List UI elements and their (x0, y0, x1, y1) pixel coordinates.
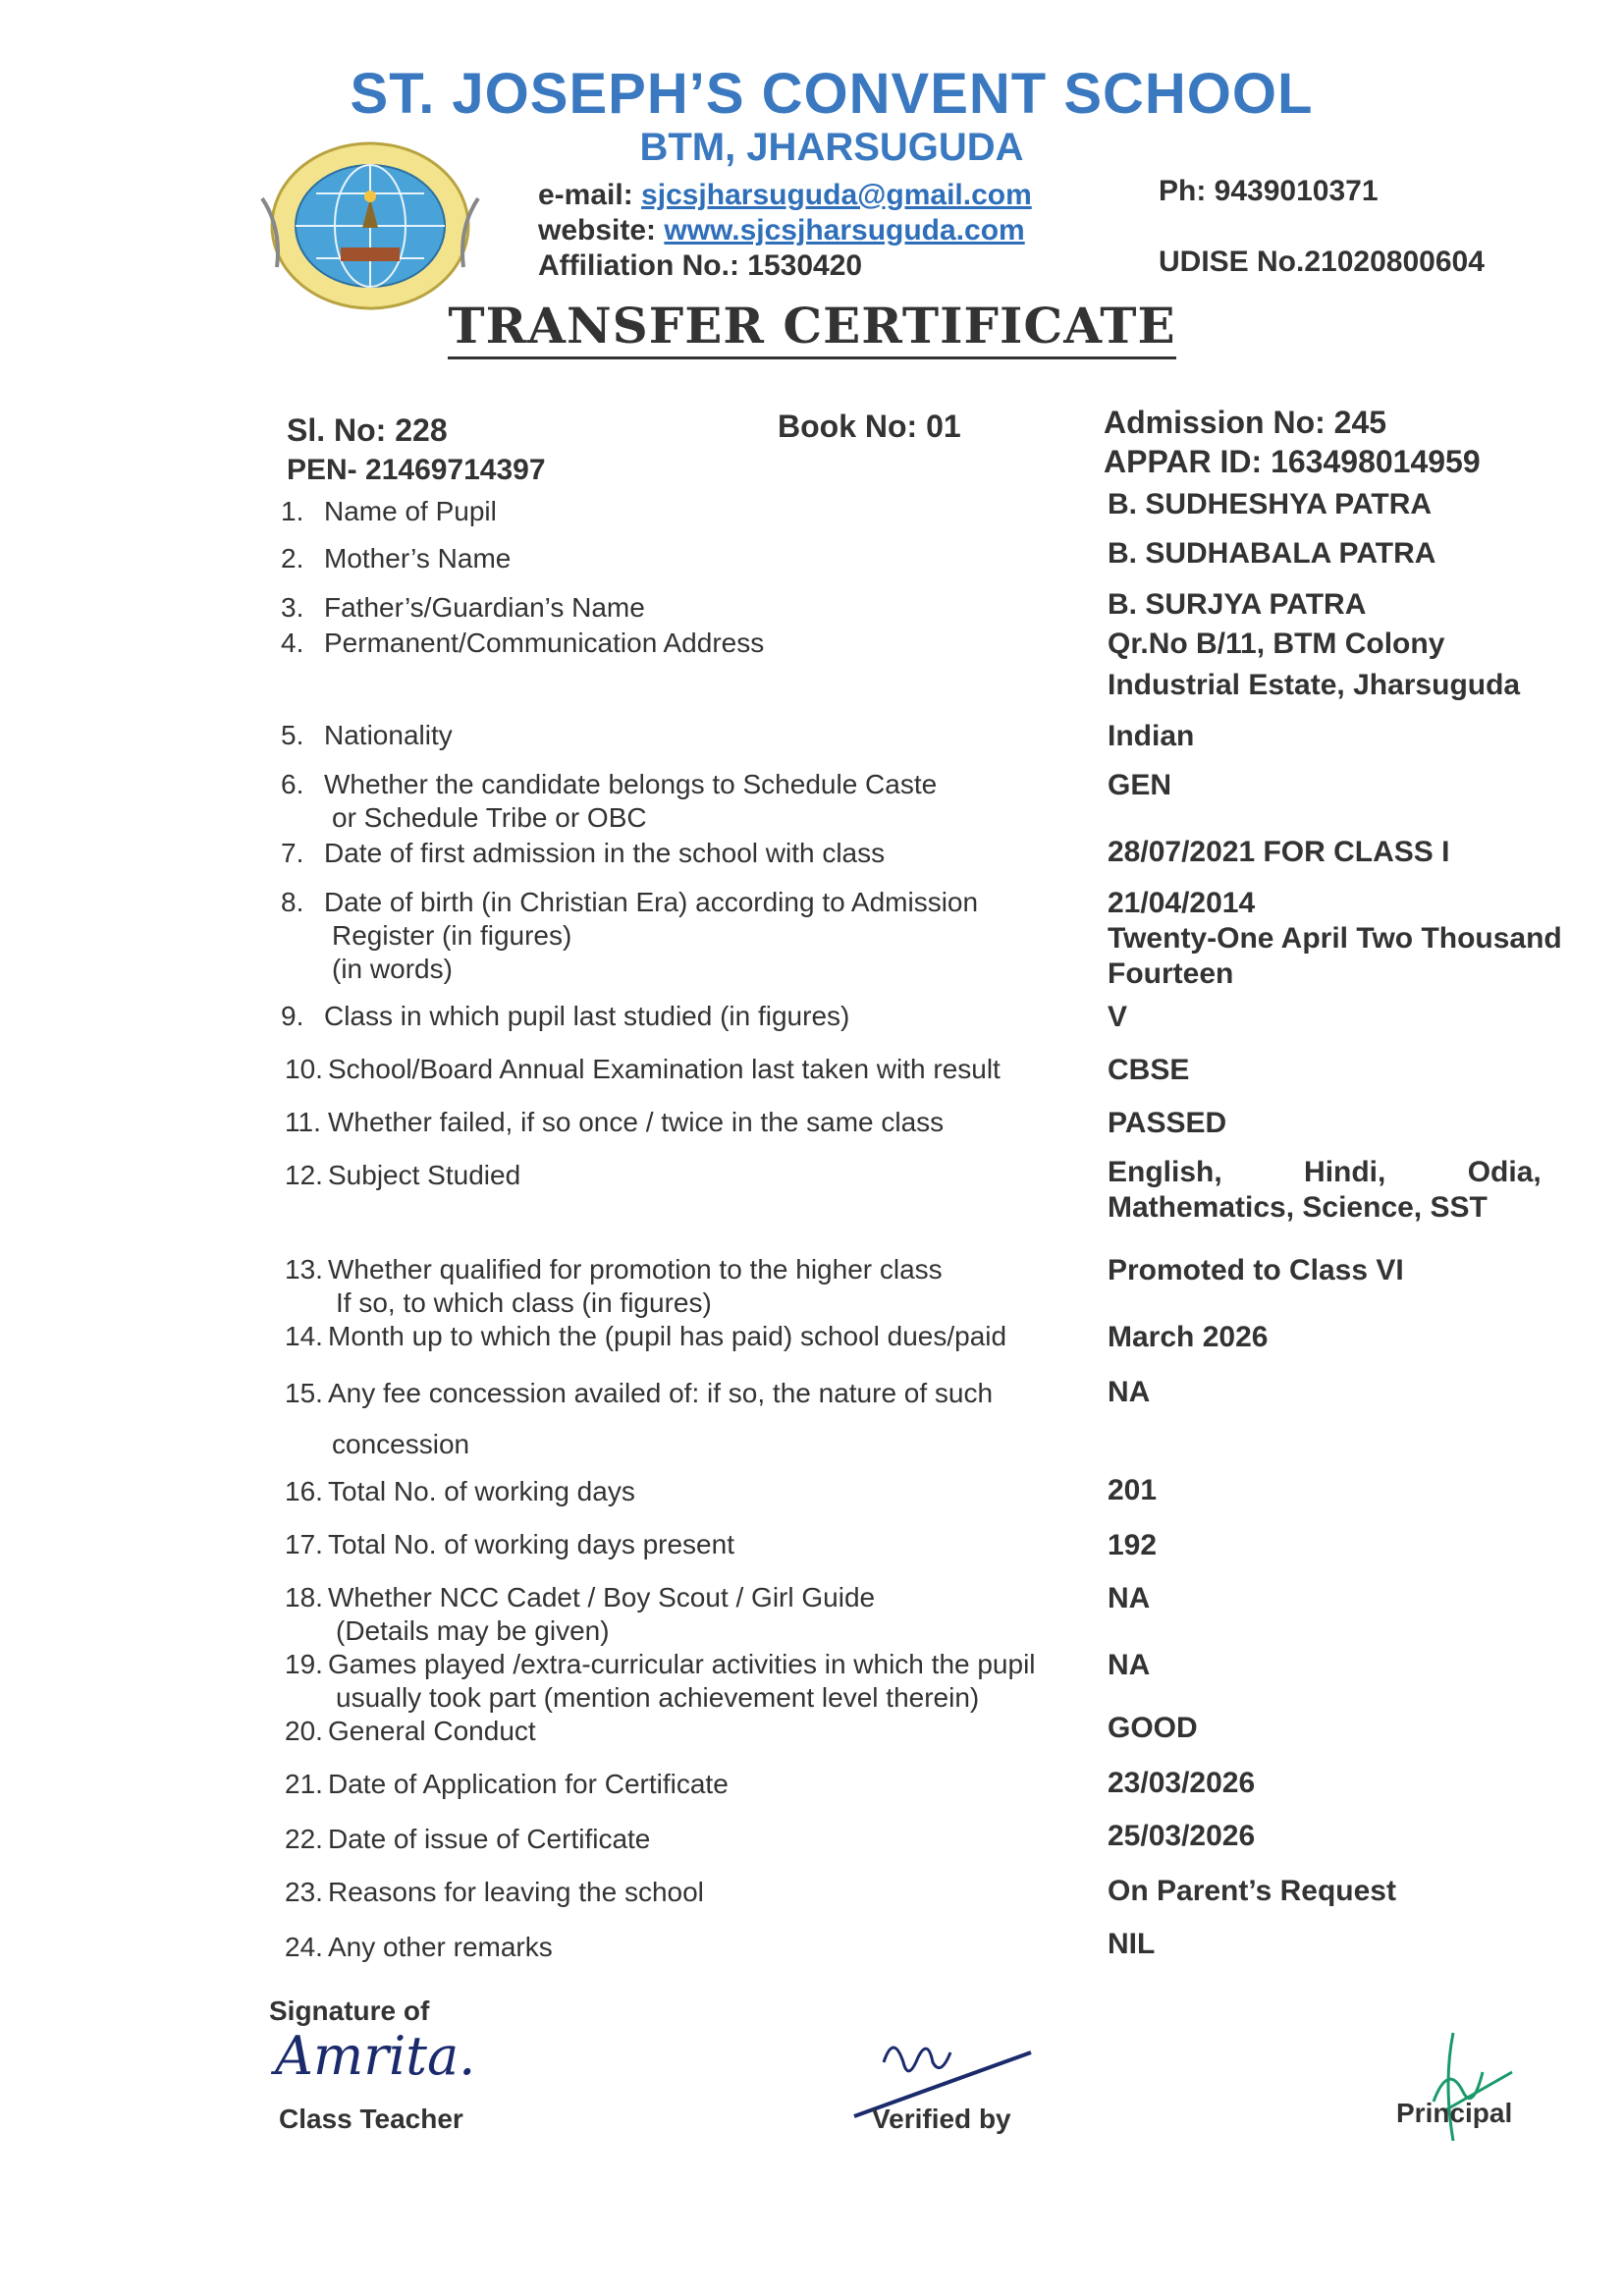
item-value (1108, 1819, 1608, 1854)
item-value (1108, 1106, 1608, 1141)
website-link[interactable]: www.sjcsjharsuguda.com (664, 214, 1025, 246)
item-value-line: Industrial Estate, Jharsuguda (1108, 669, 1521, 701)
item-label-text: (Details may be given) (336, 1615, 610, 1646)
item-label (285, 1475, 1090, 1508)
item-label-text: Whether failed, if so once / twice in the same class (328, 1107, 945, 1137)
item-value-line: Indian (1108, 720, 1195, 752)
item-label (285, 1377, 1090, 1461)
document-title-text: TRANSFER CERTIFICATE (448, 297, 1175, 359)
item-value-line: PASSED (1108, 1107, 1227, 1139)
affiliation-number: Affiliation No.: 1530420 (538, 249, 863, 282)
item-value-line: CBSE (1108, 1054, 1190, 1086)
item-value (1108, 719, 1608, 754)
item-value (1108, 1000, 1608, 1035)
item-value-line: On Parent’s Request (1108, 1875, 1396, 1907)
item-value-line: Promoted to Class VI (1108, 1254, 1404, 1286)
item-number: 11. (285, 1107, 321, 1137)
item-value (1108, 1581, 1608, 1616)
item-label (281, 719, 1086, 752)
item-value-line: Mathematics, Science, SST (1108, 1191, 1488, 1224)
website-label: website: (538, 214, 657, 246)
item-label (285, 1581, 1090, 1648)
item-label (281, 768, 1086, 835)
item-value-line: NA (1108, 1582, 1151, 1614)
item-label-text: Games played /extra-curricular activities in which the pupil (328, 1649, 1036, 1679)
item-value (1108, 1711, 1608, 1746)
item-label-text: School/Board Annual Examination last taken with result (328, 1054, 1001, 1084)
item-number: 23. (285, 1877, 323, 1907)
item-label (285, 1648, 1090, 1715)
item-number: 9. (281, 1001, 304, 1031)
item-label-text: Month up to which the (pupil has paid) school dues/paid (328, 1321, 1007, 1351)
item-number: 14. (285, 1321, 323, 1351)
item-value-line: B. SURJYA PATRA (1108, 588, 1367, 621)
item-number: 16. (285, 1476, 323, 1506)
serial-number: Sl. No: 228 (287, 412, 448, 448)
item-label-text: Name of Pupil (324, 496, 497, 526)
item-value-line: Twenty-One April Two Thousand (1108, 922, 1562, 955)
item-label (285, 1053, 1090, 1086)
item-label (281, 627, 1086, 660)
item-value-line: NA (1108, 1376, 1151, 1408)
class-teacher-signature: Amrita. (275, 2025, 476, 2087)
item-label-text: Mother’s Name (324, 543, 512, 574)
item-value-line: 25/03/2026 (1108, 1820, 1256, 1852)
school-name: ST. JOSEPH’S CONVENT SCHOOL (350, 62, 1314, 126)
school-logo (257, 139, 483, 311)
item-value (1108, 1648, 1608, 1683)
item-label (281, 542, 1086, 575)
item-number: 7. (281, 838, 304, 868)
item-value-line: B. SUDHESHYA PATRA (1108, 488, 1433, 520)
item-label-text: If so, to which class (in figures) (336, 1287, 712, 1318)
item-label (281, 495, 1086, 528)
item-label-text: Reasons for leaving the school (328, 1877, 704, 1907)
item-label (285, 1931, 1090, 1964)
item-label-text: Total No. of working days (328, 1476, 635, 1506)
item-number: 15. (285, 1378, 323, 1408)
item-label (285, 1320, 1090, 1353)
item-label-text: Register (in figures) (332, 920, 572, 951)
item-label-text: Class in which pupil last studied (in figures) (324, 1001, 850, 1031)
item-label-text: Any other remarks (328, 1932, 553, 1962)
admission-number: Admission No: 245 (1104, 405, 1387, 440)
item-label (281, 591, 1086, 625)
item-value-line: 23/03/2026 (1108, 1767, 1256, 1799)
item-label (285, 1768, 1090, 1801)
item-number: 5. (281, 720, 304, 750)
item-value (1108, 1473, 1608, 1508)
item-value (1108, 1053, 1608, 1088)
item-value (1108, 1528, 1608, 1563)
item-label-text: Subject Studied (328, 1160, 521, 1190)
item-label-text: usually took part (mention achievement level therein) (336, 1682, 980, 1713)
book-number: Book No: 01 (778, 409, 961, 444)
item-label-text: Whether the candidate belongs to Schedule Caste (324, 769, 938, 799)
item-value-line: NA (1108, 1649, 1151, 1681)
item-label-text: Date of issue of Certificate (328, 1824, 651, 1854)
item-label-text: concession (332, 1429, 470, 1459)
item-value (1108, 1155, 1608, 1226)
item-label (285, 1159, 1090, 1192)
email-label: e-mail: (538, 179, 633, 211)
item-number: 8. (281, 887, 304, 917)
document-title (0, 297, 1624, 355)
item-value-line: 21/04/2014 (1108, 887, 1256, 919)
item-value (1108, 1253, 1608, 1288)
item-number: 22. (285, 1824, 323, 1854)
item-label-text: Any fee concession availed of: if so, the nature of such (328, 1378, 994, 1408)
item-value-line: 28/07/2021 FOR CLASS I (1108, 836, 1450, 868)
item-label (285, 1715, 1090, 1748)
item-number: 19. (285, 1649, 323, 1679)
item-value (1108, 886, 1608, 992)
item-value-line: GOOD (1108, 1712, 1198, 1744)
item-number: 4. (281, 628, 304, 658)
item-number: 10. (285, 1054, 323, 1084)
item-value-line: Fourteen (1108, 957, 1234, 990)
item-number: 18. (285, 1582, 323, 1613)
item-value-line: Qr.No B/11, BTM Colony (1108, 628, 1445, 660)
item-label-text: or Schedule Tribe or OBC (332, 802, 647, 833)
item-value-line: GEN (1108, 769, 1172, 801)
item-label-text: Date of Application for Certificate (328, 1769, 729, 1799)
item-value (1108, 1375, 1608, 1410)
item-label (285, 1823, 1090, 1856)
phone-number: Ph: 9439010371 (1159, 175, 1379, 207)
item-label (285, 1253, 1090, 1320)
item-label-text: Whether qualified for promotion to the higher class (328, 1254, 943, 1285)
item-value (1108, 1320, 1608, 1355)
item-label-text: (in words) (332, 954, 453, 984)
item-value (1108, 1766, 1608, 1801)
item-value (1108, 627, 1608, 703)
item-label (281, 1000, 1086, 1033)
item-number: 20. (285, 1716, 323, 1746)
item-value (1108, 835, 1608, 870)
item-label-text: Whether NCC Cadet / Boy Scout / Girl Guide (328, 1582, 876, 1613)
item-number: 12. (285, 1160, 323, 1190)
signature-heading: Signature of (269, 1995, 430, 2026)
item-label-text: Date of birth (in Christian Era) according to Admission (324, 887, 979, 917)
appar-id: APPAR ID: 163498014959 (1104, 444, 1481, 479)
item-label (281, 837, 1086, 870)
item-value (1108, 536, 1608, 572)
item-label-text: Permanent/Communication Address (324, 628, 765, 658)
item-label-text: Father’s/Guardian’s Name (324, 592, 645, 623)
email-link[interactable]: sjcsjharsuguda@gmail.com (641, 179, 1032, 211)
item-label (285, 1106, 1090, 1139)
school-location: BTM, JHARSUGUDA (639, 126, 1024, 169)
item-value (1108, 487, 1608, 522)
item-value-line: V (1108, 1001, 1128, 1033)
item-number: 13. (285, 1254, 323, 1285)
item-value (1108, 768, 1608, 803)
item-label (285, 1528, 1090, 1561)
item-value-line: NIL (1108, 1928, 1156, 1960)
item-label (281, 886, 1086, 986)
item-number: 6. (281, 769, 304, 799)
item-number: 24. (285, 1932, 323, 1962)
item-value-line: English, Hindi, Odia, (1108, 1156, 1542, 1188)
item-number: 1. (281, 496, 304, 526)
item-number: 2. (281, 543, 304, 574)
verified-by-label: Verified by (872, 2104, 1011, 2134)
item-number: 21. (285, 1769, 323, 1799)
item-label-text: General Conduct (328, 1716, 536, 1746)
item-value (1108, 1874, 1608, 1909)
item-value-line: B. SUDHABALA PATRA (1108, 537, 1436, 570)
item-number: 3. (281, 592, 304, 623)
principal-label: Principal (1396, 2098, 1513, 2128)
school-emblem-icon (257, 139, 483, 311)
item-label-text: Nationality (324, 720, 453, 750)
item-value (1108, 587, 1608, 623)
udise-number: UDISE No.21020800604 (1159, 246, 1485, 278)
item-value-line: March 2026 (1108, 1321, 1269, 1353)
item-value-line: 201 (1108, 1474, 1158, 1506)
class-teacher-label: Class Teacher (279, 2104, 463, 2134)
item-number: 17. (285, 1529, 323, 1559)
item-label-text: Date of first admission in the school with class (324, 838, 886, 868)
pen-number: PEN- 21469714397 (287, 454, 546, 486)
item-value-line: 192 (1108, 1529, 1158, 1561)
item-value (1108, 1927, 1608, 1962)
item-label-text: Total No. of working days present (328, 1529, 734, 1559)
item-label (285, 1876, 1090, 1909)
